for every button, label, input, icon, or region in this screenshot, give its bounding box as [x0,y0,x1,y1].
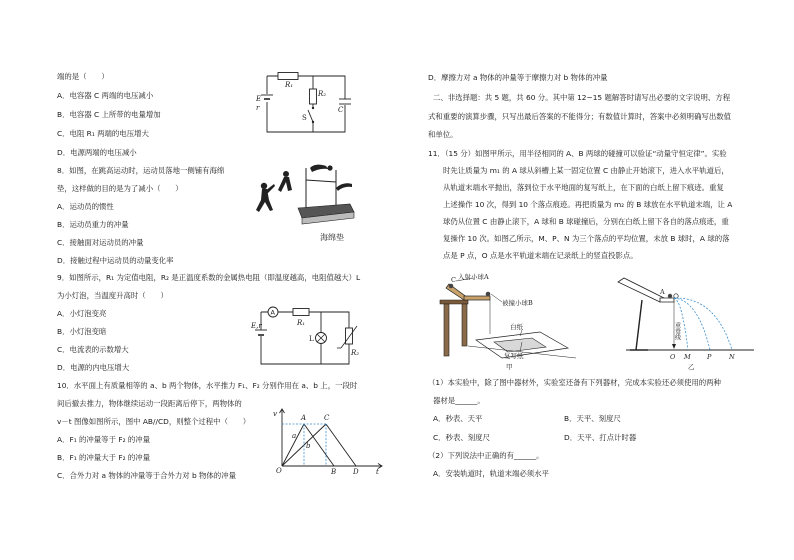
q10-stem-1: 10．水平面上有质量相等的 a、b 两个物体，水平推力 F₁、F₂ 分别作用在 a、b 上，一段时 [57,381,358,390]
point-b-label: B [331,468,337,474]
section2-line-2: 式和重要的演算步骤，只写出最后答案的不能得分；有数值计算时，答案中必须明确写出数值 [428,112,732,121]
q10-vt-graph [270,404,388,474]
line-cd [326,424,356,466]
ball-b [486,292,491,297]
q11-sub1-line-1: （1）本实验中，除了图中器材外，实验室还备有下列器材，完成本实验还必须使用的两种 [428,378,721,387]
q8-option-b[interactable]: B．运动员重力的冲量 [57,220,129,229]
ball-a-label: 入射小球A [458,273,489,281]
q9-option-d[interactable]: D．电源的内电压增大 [57,363,130,372]
line-b-label: b [306,442,311,450]
q8-option-d[interactable]: D．接触过程中运动员的动量变化率 [57,256,174,265]
internal-r-label: r [256,104,260,112]
q10-option-d[interactable]: D．摩擦力对 a 物体的冲量等于摩擦力对 b 物体的冲量 [428,73,608,82]
q8-option-a[interactable]: A．运动员的惯性 [57,202,114,211]
q9-stem-2: 为小灯泡，当温度升高时（ ） [57,291,168,300]
track-incline [618,278,664,302]
r1-resistor [278,73,298,80]
q11-stem-6: 复操作 10 次。如图乙所示，M、P、N 为三个落点的平均位置，未放 B 球时，A 球的落 [443,234,730,243]
q11-stem-7: 点是 P 点，O 点是水平轨道末端在记录纸上的竖直投影点。 [443,251,638,260]
q11-sub1-option-a[interactable]: A．秒表、天平 [433,414,483,423]
point-a-label: A [660,288,665,296]
q11-sub2: （2）下列说法中正确的有______。 [428,451,544,460]
section2-line-1: 二、非选择题：共 5 题，共 60 分。其中第 12~15 题解答时请写出必要的文字说明、方程 [433,93,731,102]
q9-circuit-diagram [247,298,363,368]
point-d-label: D [353,468,359,474]
q8-stem-2: 垫，这样做的目的是为了减小（ ） [57,184,183,193]
q11-sub2-option-a[interactable]: A．安装轨道时，轨道末端必须水平 [433,469,549,478]
origin-label: O [276,467,282,474]
q11-stem-5: 球仍从位置 C 由静止滚下，A 球和 B 球碰撞后，分别在白纸上留下各自的落点痕迹，重 [443,217,729,226]
trajectory-figure [612,270,762,370]
q9-option-a[interactable]: A．小灯泡变亮 [57,309,107,318]
point-n-label: N [729,353,735,361]
q11-sub1-line-2: 器材是______。 [433,396,485,405]
q11-stem-2: 时先让质量为 m₁ 的 A 球从斜槽上某一固定位置 C 由静止开始滚下，进入水平轨道后， [443,166,729,175]
collision-apparatus-figure [436,272,586,372]
track-end [660,298,674,302]
ball-b [674,294,678,298]
table-top [440,300,468,304]
point-o-label: O [670,353,676,361]
q7-option-a[interactable]: A．电容器 C 两端的电压减小 [57,91,154,100]
ball-b-label: 被撞小球B [502,299,533,307]
q7-option-d[interactable]: D．电源两端的电压减小 [57,148,137,157]
capacitor-label: C [338,106,344,114]
q11-stem-3: 从轨道末端水平抛出，落到位于水平地面的复写纸上，在下面的白纸上留下痕迹。重复 [443,183,724,192]
q7-option-c[interactable]: C．电阻 R₁ 两端的电压增大 [57,129,149,138]
carbon-paper-label: 复写纸 [504,352,524,360]
point-a-label: A [301,414,307,422]
section2-line-3: 和单位。 [428,130,458,139]
ball-a [449,284,454,289]
ball-a [668,294,672,298]
q9-option-b[interactable]: B．小灯泡变暗 [57,327,107,336]
point-p-label: P [707,353,712,361]
switch-label: S [302,114,307,122]
ammeter-label: A [270,308,275,317]
q8-option-c[interactable]: C．接触面对运动员的冲量 [57,238,144,247]
q8-stem-1: 8．如图，在跳高运动时，运动员落地一侧铺有海绵 [57,166,225,175]
track-support [636,300,642,350]
r2-label: R₂ [351,349,360,357]
r2-resistor [310,89,317,104]
athlete-running [256,183,275,212]
athlete-jumping [278,165,352,192]
q11-stem-1: 11．（15 分）如图甲所示，用半径相同的 A、B 两球的碰撞可以验证“动量守恒定律”。实验 [428,149,727,158]
plumb-line-label: 重垂线 [673,322,681,340]
q11-sub1-option-c[interactable]: C．秒表、刻度尺 [433,433,490,442]
emf-label: E [256,95,262,103]
horizontal-track [464,296,490,300]
line-a-label: a [292,432,297,440]
q10-option-c[interactable]: C．合外力对 a 物体的冲量等于合外力对 b 物体的冲量 [57,471,236,480]
r2-thermistor [346,328,353,344]
v-axis-label: v [273,410,277,418]
r1-label: R₁ [297,319,306,327]
figure-jia-caption: 甲 [506,363,513,371]
emf-label: E,r [251,322,262,330]
q9-option-c[interactable]: C．电流表的示数增大 [57,345,129,354]
high-jump-illustration [248,160,358,246]
q10-stem-3: v－t 图像如图所示，图中 AB//CD，则整个过程中（ ） [57,417,251,426]
q11-stem-4: 上述操作 10 次，得到 10 个落点痕迹。再把质量为 m₂ 的 B 球放在水平轨道末端，让 A [443,200,733,209]
point-m-label: M [684,353,691,361]
q7-option-b[interactable]: B．电容器 C 上所带的电量增加 [57,110,161,119]
q10-option-a[interactable]: A．F₁ 的冲量等于 F₂ 的冲量 [57,435,151,444]
r2-label: R₂ [318,90,327,98]
line-oa [282,424,304,466]
q7-stem-tail: 端的是（ ） [57,72,109,81]
sponge-mat-label: 海绵垫 [320,233,344,242]
r1-resistor [293,309,309,316]
t-axis-label: t [376,468,379,474]
q9-stem-1: 9．如图所示，R₁ 为定值电阻，R₂ 是正温度系数的金属热电阻（即温度越高，电阻值越大）L [57,273,361,282]
lamp-label: L [309,335,314,343]
figure-yi-caption: 乙 [688,363,695,370]
q11-sub1-option-b[interactable]: B．天平、刻度尺 [564,414,621,423]
white-paper-label: 白纸 [510,323,523,331]
r1-label: R₁ [285,81,294,89]
q10-stem-2: 间后撤去推力，物体继续运动一段距离后停下，两物体的 [57,399,242,408]
q11-sub1-option-d[interactable]: D．天平、打点计时器 [564,433,637,442]
point-c-label: C [324,414,330,422]
point-c-label: C [451,276,456,284]
q10-option-b[interactable]: B．F₁ 的冲量大于 F₂ 的冲量 [57,453,151,462]
q7-circuit-diagram [250,66,356,138]
